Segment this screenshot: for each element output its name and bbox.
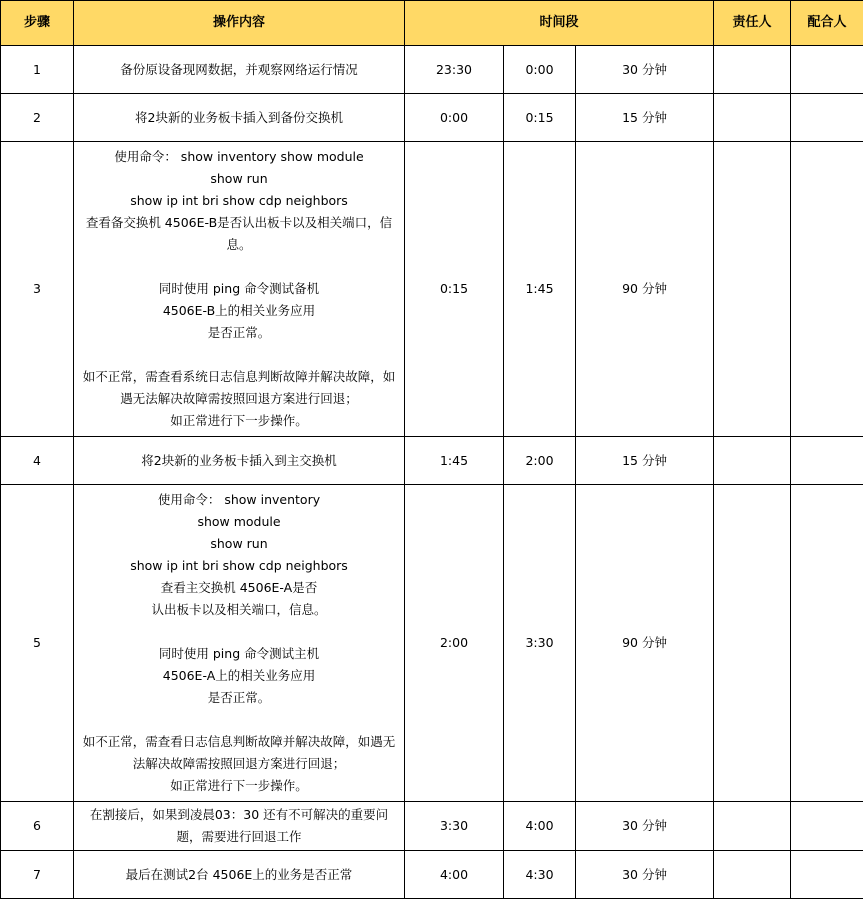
content-cell: 将2块新的业务板卡插入到主交换机 [74, 437, 405, 485]
table-row [1, 802, 863, 851]
duration-cell: 90 分钟 [576, 485, 714, 802]
duration-cell: 15 分钟 [576, 94, 714, 142]
content-cell: 在割接后，如果到凌晨03：30 还有不可解决的重要问 题，需要进行回退工作 [74, 802, 405, 851]
end-cell: 4:30 [504, 851, 576, 899]
owner-cell [714, 485, 791, 802]
table-row [1, 485, 863, 802]
assist-cell [791, 437, 863, 485]
step-cell: 4 [1, 437, 74, 485]
content-cell: 使用命令： show inventory show module show run show ip int bri show cdp neighbors 查看备交换机 4506E-B是否认出板卡以及相关端口，信 息。 同时使用 ping 命令测试备机 4506E-B上的相关业务应用 是否正常。 如不正常，需查看系统日志信息判断故障并解决故障，如 遇无法解决故障需按照回退方案进行回退； 如正常进行下一步操作。 [74, 142, 405, 437]
table-row [1, 94, 863, 142]
assist-cell [791, 802, 863, 851]
owner-cell [714, 851, 791, 899]
owner-cell [714, 142, 791, 437]
content-cell: 将2块新的业务板卡插入到备份交换机 [74, 94, 405, 142]
header-content: 操作内容 [74, 1, 405, 46]
end-cell: 0:00 [504, 46, 576, 94]
end-cell: 3:30 [504, 485, 576, 802]
table-row [1, 142, 863, 437]
start-cell: 0:00 [405, 94, 504, 142]
start-cell: 2:00 [405, 485, 504, 802]
assist-cell [791, 851, 863, 899]
duration-cell: 30 分钟 [576, 851, 714, 899]
header-step: 步骤 [1, 1, 74, 46]
duration-cell: 15 分钟 [576, 437, 714, 485]
assist-cell [791, 142, 863, 437]
content-cell: 使用命令： show inventory show module show run show ip int bri show cdp neighbors 查看主交换机 4506E-A是否 认出板卡以及相关端口，信息。 同时使用 ping 命令测试主机 4506E-A上的相关业务应用 是否正常。 如不正常，需查看日志信息判断故障并解决故障，如遇无 法解决故障需按照回退方案进行回退； 如正常进行下一步操作。 [74, 485, 405, 802]
header-assist: 配合人 [791, 1, 863, 46]
assist-cell [791, 94, 863, 142]
start-cell: 23:30 [405, 46, 504, 94]
start-cell: 0:15 [405, 142, 504, 437]
start-cell: 3:30 [405, 802, 504, 851]
step-cell: 2 [1, 94, 74, 142]
duration-cell: 90 分钟 [576, 142, 714, 437]
step-cell: 3 [1, 142, 74, 437]
header-row [1, 1, 863, 46]
owner-cell [714, 94, 791, 142]
end-cell: 2:00 [504, 437, 576, 485]
step-cell: 5 [1, 485, 74, 802]
end-cell: 0:15 [504, 94, 576, 142]
step-cell: 7 [1, 851, 74, 899]
step-cell: 6 [1, 802, 74, 851]
owner-cell [714, 46, 791, 94]
step-cell: 1 [1, 46, 74, 94]
duration-cell: 30 分钟 [576, 46, 714, 94]
table-row [1, 851, 863, 899]
end-cell: 1:45 [504, 142, 576, 437]
header-owner: 责任人 [714, 1, 791, 46]
end-cell: 4:00 [504, 802, 576, 851]
content-cell: 备份原设备现网数据，并观察网络运行情况 [74, 46, 405, 94]
start-cell: 4:00 [405, 851, 504, 899]
owner-cell [714, 802, 791, 851]
owner-cell [714, 437, 791, 485]
start-cell: 1:45 [405, 437, 504, 485]
table-row [1, 46, 863, 94]
assist-cell [791, 485, 863, 802]
content-cell: 最后在测试2台 4506E上的业务是否正常 [74, 851, 405, 899]
duration-cell: 30 分钟 [576, 802, 714, 851]
header-time: 时间段 [405, 1, 714, 46]
assist-cell [791, 46, 863, 94]
table-row [1, 437, 863, 485]
